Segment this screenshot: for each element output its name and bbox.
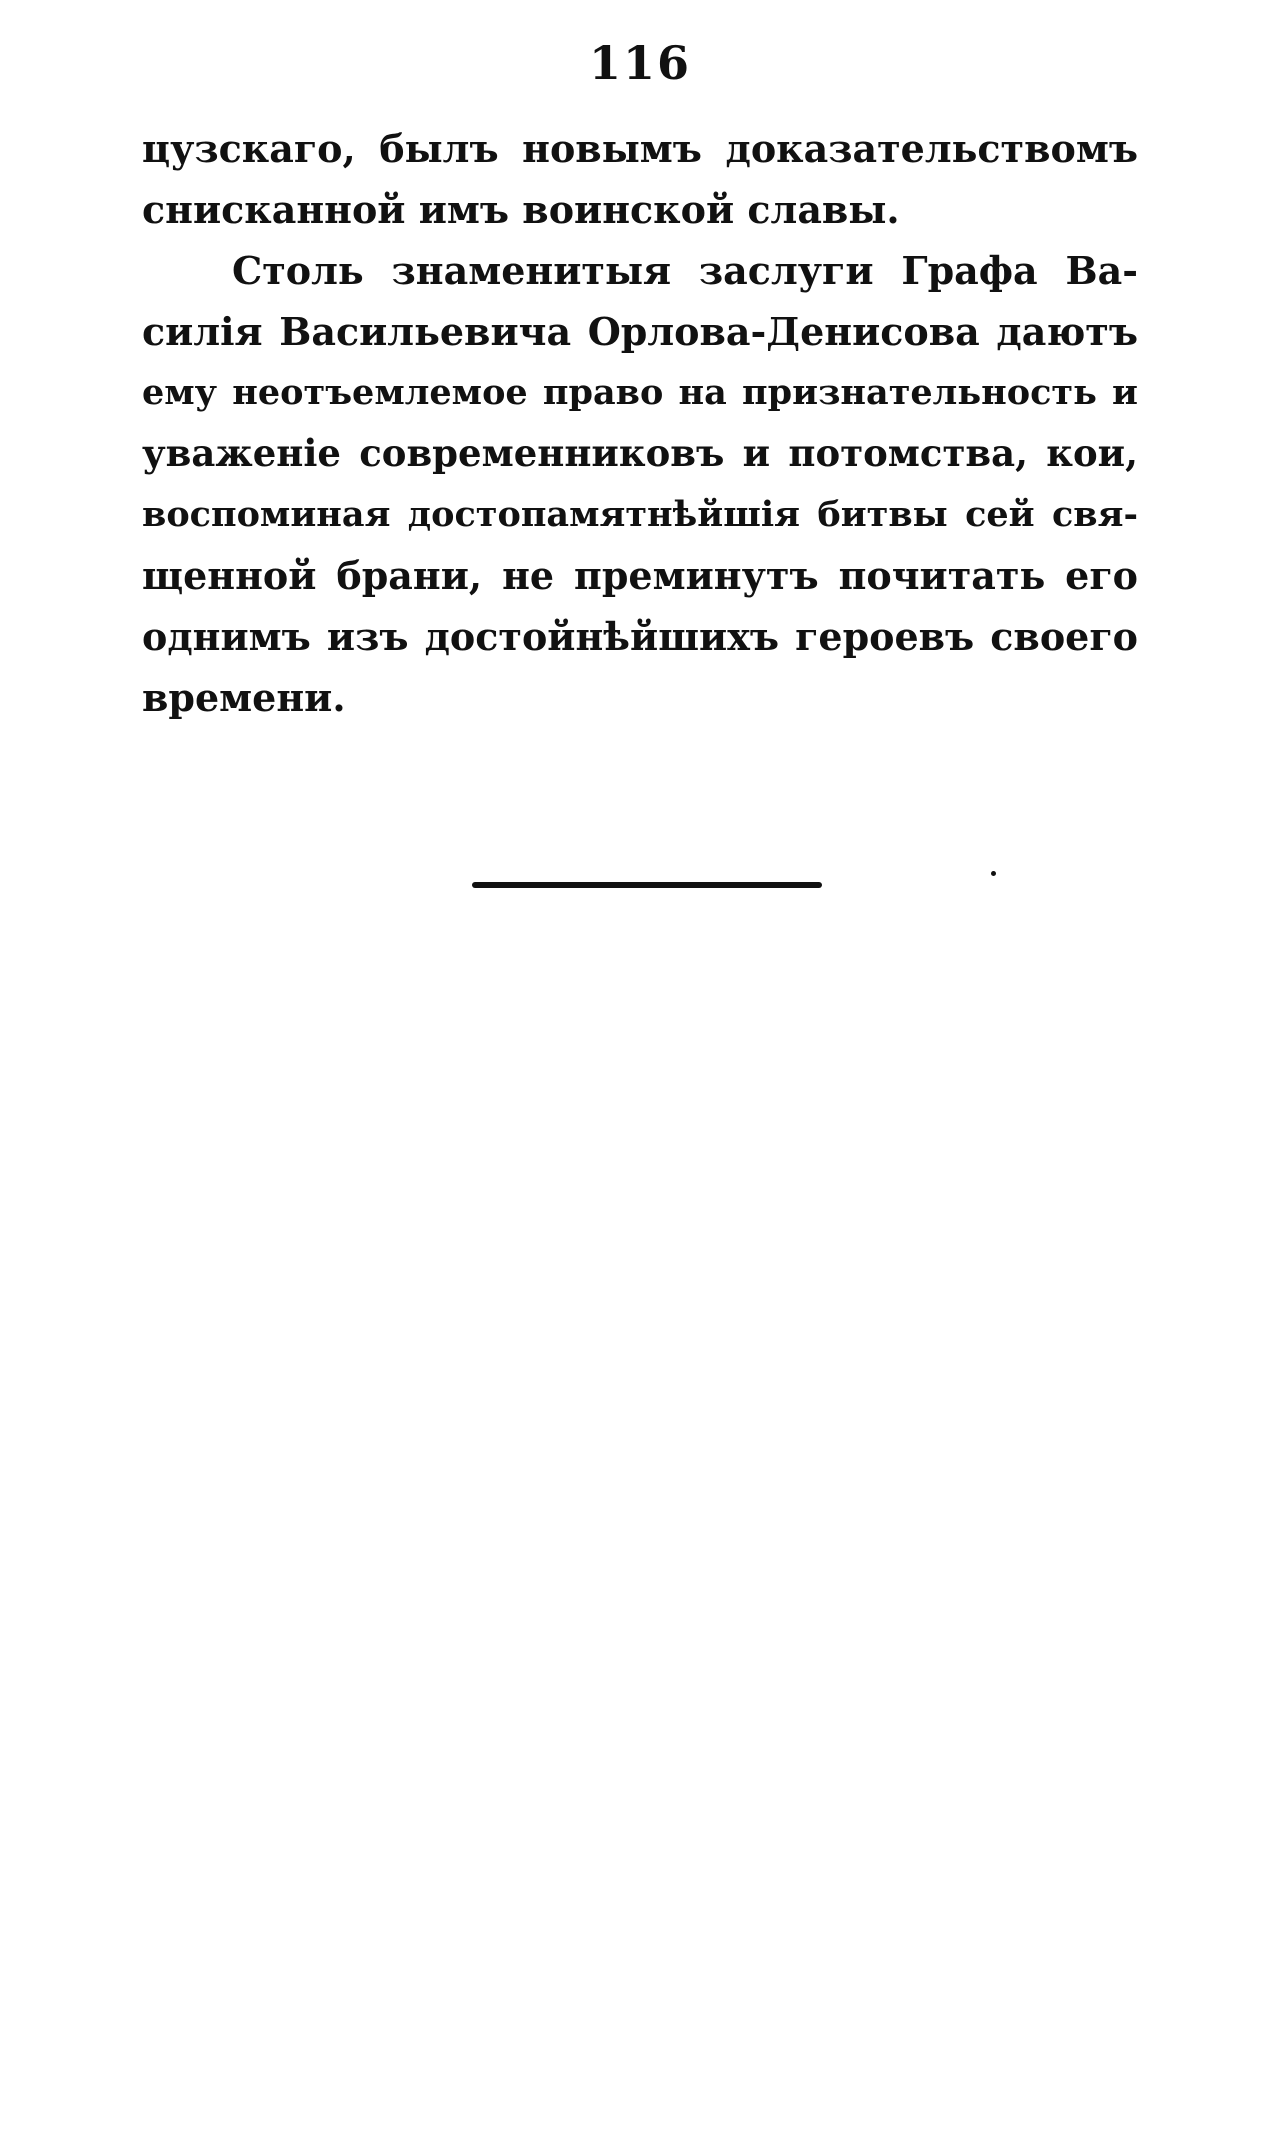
text-line: времени. [142,675,346,720]
page-number: 116 [588,36,692,90]
text-line: ему неотъемлемое право на признательность и [142,372,1138,413]
text-line: силія Васильевича Орлова-Денисова даютъ [142,309,1138,354]
ink-speck [991,871,996,876]
text-line: уваженіе современниковъ и потомства, кои, [142,431,1138,475]
text-line: цузскаго, былъ новымъ доказательствомъ [142,126,1138,171]
body-text [142,118,1138,728]
text-line: Столь знаменитыя заслуги Графа Ва- [232,248,1138,293]
end-rule-divider [472,882,822,888]
text-line: щенной брани, не преминутъ почитать его [142,553,1138,598]
text-line: однимъ изъ достойнѣйшихъ героевъ своего [142,614,1138,659]
text-line: снисканной имъ воинской славы. [142,187,900,232]
text-line: воспоминая достопамятнѣйшія битвы сей свя- [142,494,1138,535]
